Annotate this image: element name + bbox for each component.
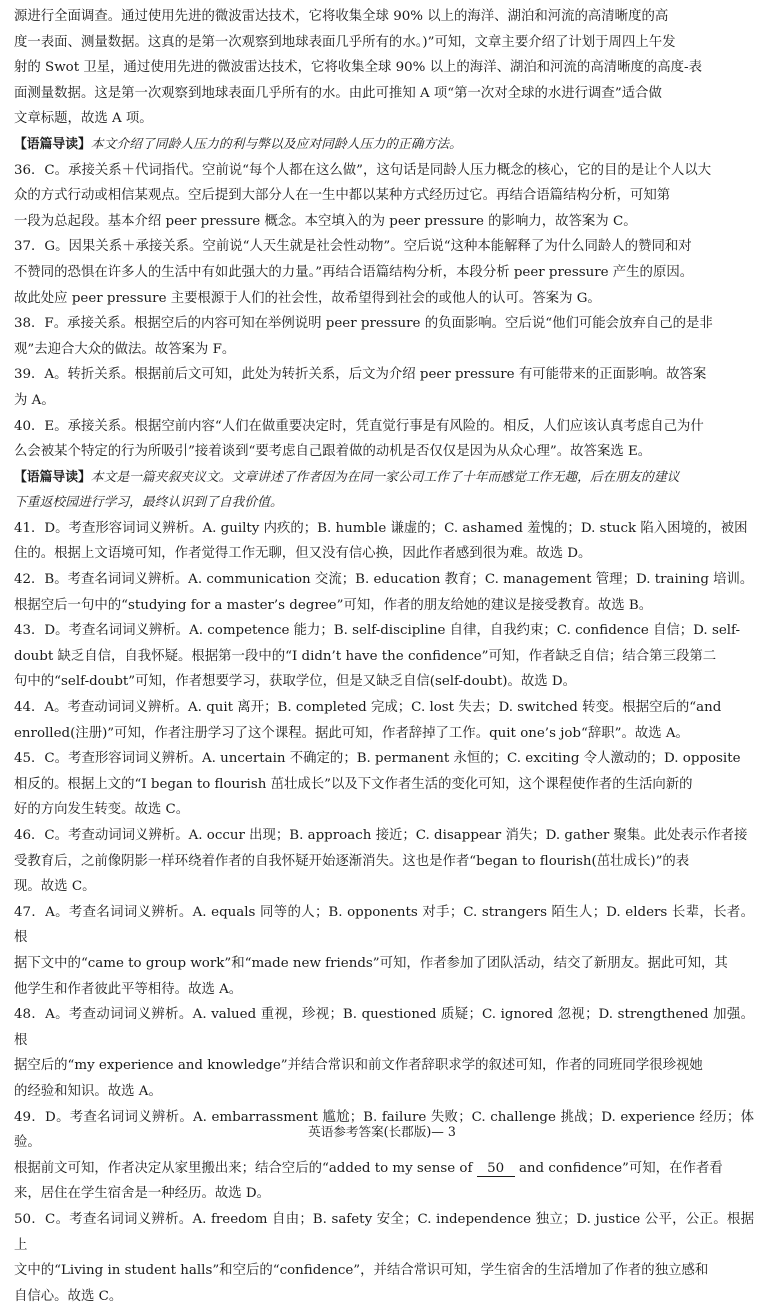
text-line: 不赞同的恐惧在许多人的生活中有如此强大的力量。”再结合语篇结构分析，本段分析 peer pressure 产生的原因。 <box>14 264 694 280</box>
text-line: 37．G。因果关系＋承接关系。空前说“人天生就是社会性动物”。空后说“这种本能解释了为什么同龄人的赞同和对 <box>14 239 692 255</box>
answer-48 <box>14 1002 754 1104</box>
blank-number: 50 <box>477 1161 515 1177</box>
answer-39 <box>14 362 754 413</box>
answer-40 <box>14 414 754 465</box>
text-line: 文中的“Living in student halls”和空后的“confidence”，并结合常识可知，学生宿舍的生活增加了作者的独立感和 <box>14 1263 709 1279</box>
text-line: 41．D。考查形容词词义辨析。A. guilty 内疚的；B. humble 谦虚的；C. ashamed 羞愧的；D. stuck 陷入困境的，被困 <box>14 520 748 536</box>
text-line: 射的 Swot 卫星，通过使用先进的微波雷达技术，它将收集全球 90% 以上的海洋、湖泊和河流的高清晰度的高度-表 <box>14 60 702 76</box>
answer-50 <box>14 1207 754 1309</box>
text-line: 来，居住在学生宿舍是一种经历。故选 D。 <box>14 1186 271 1202</box>
text-line: 观”去迎合大众的做法。故答案为 F。 <box>14 341 236 357</box>
text-line: 48．A。考查动词词义辨析。A. valued 重视，珍视；B. questioned 质疑；C. ignored 忽视；D. strengthened 加强。根 <box>14 1007 754 1048</box>
answer-41 <box>14 516 754 567</box>
text-line: 面测量数据。这是第一次观察到地球表面几乎所有的水。由此可推知 A 项“第一次对全球的水进行调查”适合做 <box>14 85 662 101</box>
guide-tag: 【语篇导读】 <box>14 136 91 152</box>
reading-guide-2 <box>14 465 754 516</box>
text-line: 他学生和作者彼此平等相待。故选 A。 <box>14 981 243 997</box>
answer-49 <box>14 1105 754 1207</box>
answer-46 <box>14 823 754 900</box>
answer-43 <box>14 618 754 695</box>
text-line: 受教育后，之前像阴影一样环绕着作者的自我怀疑开始逐渐消失。这也是作者“began to flourish(茁壮成长)”的表 <box>14 853 690 869</box>
answer-45 <box>14 746 754 823</box>
page-footer: 英语参考答案(长郡版)— 3 <box>308 1124 456 1139</box>
guide-tag: 【语篇导读】 <box>14 469 91 485</box>
text-line: 49．D。考查名词词义辨析。A. embarrassment 尴尬；B. failure 失败；C. challenge 挑战；D. experience 经历；体验。 <box>14 1109 754 1151</box>
text-line: 45．C。考查形容词词义辨析。A. uncertain 不确定的；B. permanent 永恒的；C. exciting 令人激动的；D. opposite <box>14 751 741 767</box>
text-line <box>14 1156 754 1182</box>
text-line: 47．A。考查名词词义辨析。A. equals 同等的人；B. opponents 对手；C. strangers 陌生人；D. elders 长辈，长者。根 <box>14 904 754 946</box>
text-line: 文章标题，故选 A 项。 <box>14 111 153 127</box>
text-line: 46．C。考查动词词义辨析。A. occur 出现；B. approach 接近；C. disappear 消失；D. gather 聚集。此处表示作者接 <box>14 828 748 843</box>
answer-47 <box>14 900 754 1002</box>
text-line: 43．D。考查名词词义辨析。A. competence 能力；B. self-discipline 自律，自我约束；C. confidence 自信；D. self- <box>14 623 741 639</box>
guide-text: 下重返校园进行学习，最终认识到了自我价值。 <box>14 495 283 511</box>
text-line: 44．A。考查动词词义辨析。A. quit 离开；B. completed 完成；C. lost 失去；D. switched 转变。根据空后的“and <box>14 700 722 716</box>
text-line: 自信心。故选 C。 <box>14 1288 123 1304</box>
answer-36 <box>14 158 754 235</box>
text-segment: and confidence”可知，在作者看 <box>518 1160 723 1176</box>
answer-44 <box>14 695 754 746</box>
answer-page <box>14 4 754 1309</box>
reading-guide-1 <box>14 132 754 158</box>
text-line: 42．B。考查名词词义辨析。A. communication 交流；B. education 教育；C. management 管理；D. training 培训。 <box>14 572 754 588</box>
text-line: 39．A。转折关系。根据前后文可知，此处为转折关系，后文为介绍 peer pressure 有可能带来的正面影响。故答案 <box>14 367 707 383</box>
text-line: enrolled(注册)”可知，作者注册学习了这个课程。据此可知，作者辞掉了工作。quit one’s job“辞职”。故选 A。 <box>14 725 689 741</box>
text-line: 句中的“self-doubt”可知，作者想要学习，获取学位，但是又缺乏自信(self-doubt)。故选 D。 <box>14 674 577 690</box>
guide-text: 本文是一篇夹叙夹议文。文章讲述了作者因为在同一家公司工作了十年而感觉工作无趣，后在朋友的建议 <box>90 469 680 485</box>
text-line: 住的。根据上文语境可知，作者觉得工作无聊，但又没有信心换，因此作者感到很为难。故选 D。 <box>14 546 592 562</box>
text-line: 40．E。承接关系。根据空前内容“人们在做重要决定时，凭直觉行事是有风险的。相反，人们应该认真考虑自己为什 <box>14 418 704 434</box>
answer-42 <box>14 567 754 618</box>
text-segment: 根据前文可知，作者决定从家里搬出来；结合空后的“added to my sense of <box>14 1160 473 1176</box>
text-line: 38．F。承接关系。根据空后的内容可知在举例说明 peer pressure 的负面影响。空后说“他们可能会放弃自己的是非 <box>14 316 713 332</box>
text-line: 故此处应 peer pressure 主要根源于人们的社会性，故希望得到社会的或他人的认可。答案为 G。 <box>14 290 601 306</box>
text-line: 现。故选 C。 <box>14 879 96 895</box>
text-line: doubt 缺乏自信，自我怀疑。根据第一段中的“I didn’t have the confidence”可知，作者缺乏自信；结合第三段第二 <box>14 648 717 664</box>
text-line: 为 A。 <box>14 392 55 408</box>
text-line: 众的方式行动或相信某观点。空后提到大部分人在一生中都以某种方式经历过它。再结合语篇结构分析，可知第 <box>14 188 671 204</box>
text-line: 相反的。根据上文的“I began to flourish 茁壮成长”以及下文作者生活的变化可知，这个课程使作者的生活向新的 <box>14 776 693 792</box>
answer-37 <box>14 234 754 311</box>
text-line: 源进行全面调查。通过使用先进的微波雷达技术，它将收集全球 90% 以上的海洋、湖泊和河流的高清晰度的高 <box>14 9 669 24</box>
intro-paragraph <box>14 4 754 132</box>
text-line: 一段为总起段。基本介绍 peer pressure 概念。本空填入的为 peer pressure 的影响力，故答案为 C。 <box>14 213 637 229</box>
text-line: 度一表面、测量数据。这真的是第一次观察到地球表面几乎所有的水。)”可知，文章主要介绍了计划于周四上午发 <box>14 34 676 50</box>
guide-text: 本文介绍了同龄人压力的利与弊以及应对同龄人压力的正确方法。 <box>90 136 462 152</box>
text-line: 根据空后一句中的“studying for a master’s degree”可知，作者的朋友给她的建议是接受教育。故选 B。 <box>14 597 653 613</box>
text-line: 50．C。考查名词词义辨析。A. freedom 自由；B. safety 安全；C. independence 独立；D. justice 公平，公正。根据上 <box>14 1211 754 1253</box>
text-line: 好的方向发生转变。故选 C。 <box>14 802 190 818</box>
text-line: 据下文中的“came to group work”和“made new friends”可知，作者参加了团队活动，结交了新朋友。据此可知，其 <box>14 955 728 971</box>
text-line: 据空后的“my experience and knowledge”并结合常识和前文作者辞职求学的叙述可知，作者的同班同学很珍视她 <box>14 1058 703 1074</box>
text-line: 么会被某个特定的行为所吸引”接着谈到“要考虑自己跟着做的动机是否仅仅是因为从众心理”。故答案选 E。 <box>14 444 652 460</box>
text-line: 36．C。承接关系＋代词指代。空前说“每个人都在这么做”，这句话是同龄人压力概念的核心，它的目的是让个人以大 <box>14 162 712 178</box>
answer-38 <box>14 311 754 362</box>
text-line: 的经验和知识。故选 A。 <box>14 1083 162 1099</box>
